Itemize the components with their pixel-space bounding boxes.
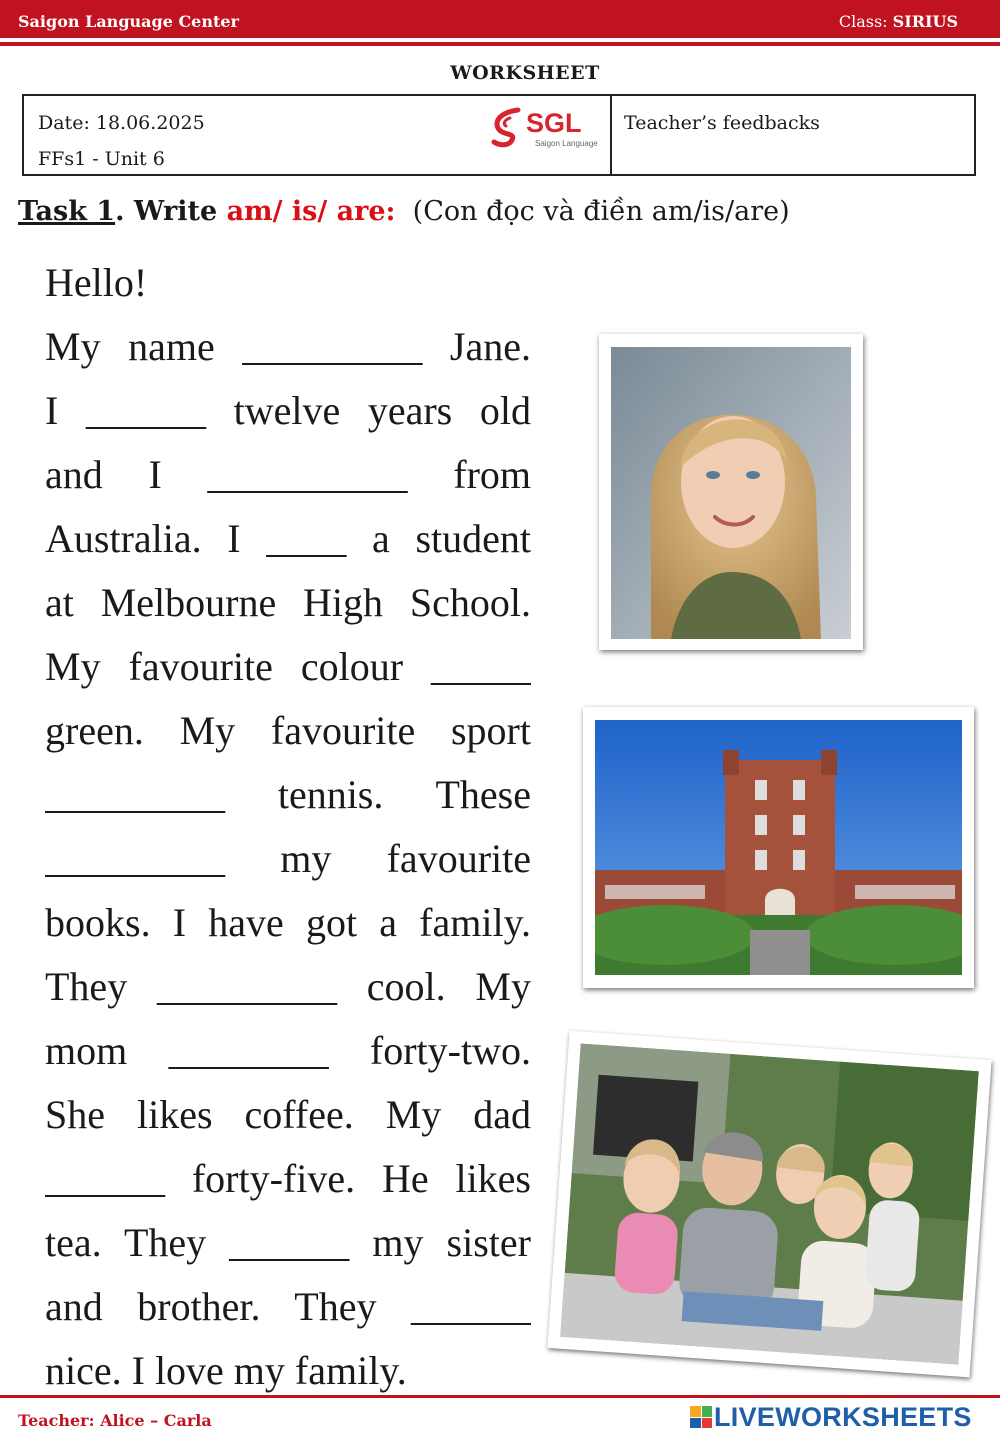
task-note: (Con đọc và điền am/is/are) — [412, 196, 790, 227]
class-name: SIRIUS — [892, 12, 958, 31]
worksheet-title: WORKSHEET — [450, 62, 600, 84]
passage-line: green. My favourite sport — [45, 708, 531, 753]
task-write: . Write — [115, 196, 227, 227]
passage-line: at Melbourne High School. — [45, 580, 531, 625]
passage-line: They _________ cool. My — [45, 964, 531, 1009]
center-name: Saigon Language Center — [18, 12, 239, 31]
unit-line: FFs1 - Unit 6 — [38, 148, 165, 170]
date-line: Date: 18.06.2025 — [38, 112, 205, 134]
info-divider — [610, 96, 612, 174]
passage-line: ______ forty-five. He likes — [45, 1156, 531, 1201]
feedback-label: Teacher’s feedbacks — [624, 112, 820, 134]
footer-divider — [0, 1395, 1000, 1398]
passage-line: I ______ twelve years old — [45, 388, 531, 433]
task-heading — [18, 196, 790, 227]
logo-subtext: Saigon Language — [535, 139, 598, 148]
header-bar — [0, 0, 1000, 38]
passage-line: books. I have got a family. — [45, 900, 531, 945]
liveworksheets-logo-icon — [690, 1406, 712, 1428]
passage-line: _________ tennis. These — [45, 772, 531, 817]
liveworksheets-brand[interactable] — [690, 1402, 972, 1432]
passage-line: nice. I love my family. — [45, 1348, 407, 1393]
task-words: am/ is/ are: — [226, 196, 396, 227]
passage-line: My favourite colour _____ — [45, 644, 531, 689]
passage-line: and I __________ from — [45, 452, 531, 497]
passage-line: Australia. I ____ a student — [45, 516, 531, 561]
passage-text — [45, 251, 531, 1403]
class-prefix: Class: — [838, 12, 888, 31]
passage-line: My name _________ Jane. — [45, 324, 531, 369]
sgl-logo — [488, 106, 600, 152]
teacher-line: Teacher: Alice – Carla — [18, 1411, 212, 1430]
sgl-swirl-icon — [488, 106, 528, 150]
passage-line: and brother. They ______ — [45, 1284, 531, 1329]
passage-line: tea. They ______ my sister — [45, 1220, 531, 1265]
task-label: Task 1 — [18, 196, 116, 227]
logo-text: SGL — [526, 108, 582, 138]
family-photo — [547, 1031, 991, 1378]
class-label — [839, 12, 958, 31]
girl-photo — [599, 334, 863, 650]
passage-line: _________ my favourite — [45, 836, 531, 881]
school-photo — [583, 707, 974, 988]
passage-line: She likes coffee. My dad — [45, 1092, 531, 1137]
header-divider — [0, 42, 1000, 46]
info-box — [22, 94, 976, 176]
passage-line: mom ________ forty-two. — [45, 1028, 531, 1073]
passage-line: Hello! — [45, 260, 148, 305]
liveworksheets-text: LIVEWORKSHEETS — [714, 1401, 972, 1432]
